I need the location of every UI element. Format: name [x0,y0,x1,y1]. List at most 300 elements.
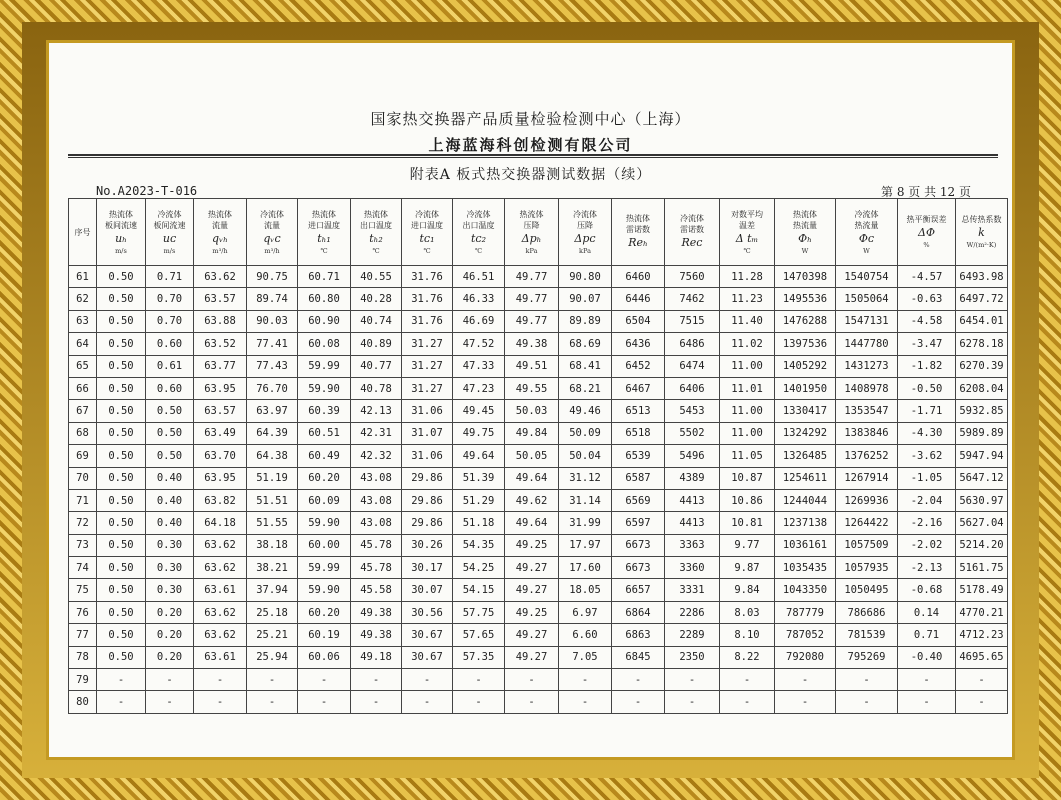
table-cell: 0.50 [97,579,146,601]
table-cell: 2289 [665,624,720,646]
column-header-l2: 压降 [523,220,540,230]
table-cell: 31.07 [402,422,453,444]
table-cell: - [402,691,453,713]
column-header-l1: 冷流体 [680,214,704,223]
table-cell: 49.27 [505,579,559,601]
table-cell: - [247,691,298,713]
table-cell: 49.27 [505,646,559,668]
table-row [69,691,1008,713]
table-cell: - [298,691,351,713]
table-cell: - [351,669,402,691]
table-cell: -2.13 [898,557,956,579]
column-header-unit: % [923,241,930,249]
column-header [146,199,194,266]
table-cell: 4389 [665,467,720,489]
table-cell: 5178.49 [956,579,1008,601]
table-cell: 6467 [612,377,665,399]
table-cell: -2.16 [898,512,956,534]
table-cell: 31.06 [402,400,453,422]
column-header-unit: W [863,246,870,255]
column-header-unit: m/s [115,246,127,255]
table-cell: 1383846 [836,422,898,444]
table-cell: -4.58 [898,310,956,332]
table-cell: 90.80 [559,266,612,288]
table-cell: 59.99 [298,557,351,579]
column-header-unit: ℃ [474,246,483,255]
column-header-sym: Δpᴄ [574,231,596,245]
table-cell: - [720,669,775,691]
column-header-sym: k [978,226,985,239]
table-cell: -1.71 [898,400,956,422]
table-cell: 1405292 [775,355,836,377]
table-cell: 68.21 [559,377,612,399]
column-header-unit: ℃ [423,246,431,255]
column-header-l2: 流量 [212,220,228,230]
table-cell: 25.21 [247,624,298,646]
table-cell: 57.35 [453,646,505,668]
table-cell: 51.55 [247,512,298,534]
table-cell: - [453,691,505,713]
table-cell: 68.41 [559,355,612,377]
table-cell: 49.75 [453,422,505,444]
table-cell: 1447780 [836,333,898,355]
table-row [69,557,1008,579]
table-cell: 7515 [665,310,720,332]
table-cell: 6518 [612,422,665,444]
table-cell: 49.18 [351,646,402,668]
column-header [505,199,559,266]
table-cell: 38.21 [247,557,298,579]
table-cell: 0.50 [97,512,146,534]
table-cell: 50.04 [559,445,612,467]
table-cell: 47.33 [453,355,505,377]
table-cell: 1408978 [836,377,898,399]
table-cell: - [775,691,836,713]
column-header-l2: 进口温度 [411,220,443,230]
table-cell: -3.62 [898,445,956,467]
row-number-cell: 75 [69,579,97,601]
table-cell: - [298,669,351,691]
table-cell: - [402,669,453,691]
table-cell: 31.06 [402,445,453,467]
column-header [898,199,956,266]
table-cell: 0.50 [146,422,194,444]
table-row [69,669,1008,691]
certificate-page [46,40,1015,760]
table-cell: 1547131 [836,310,898,332]
row-number-cell: 72 [69,512,97,534]
table-cell: -0.40 [898,646,956,668]
table-cell: 49.27 [505,624,559,646]
table-cell: 11.05 [720,445,775,467]
table-cell: 0.50 [97,534,146,556]
table-cell: - [146,669,194,691]
table-cell: 6864 [612,601,665,623]
column-header-l2: 板间流速 [105,220,137,230]
row-number-cell: 73 [69,534,97,556]
column-header [720,199,775,266]
table-cell: 1505064 [836,288,898,310]
table-cell: 40.77 [351,355,402,377]
row-number-cell: 64 [69,333,97,355]
table-cell: 786686 [836,601,898,623]
table-cell: 49.38 [505,333,559,355]
table-cell: 31.76 [402,288,453,310]
table-cell: -3.47 [898,333,956,355]
table-cell: 29.86 [402,467,453,489]
table-cell: 40.89 [351,333,402,355]
table-cell: 4413 [665,489,720,511]
table-cell: 0.40 [146,467,194,489]
row-number-cell: 77 [69,624,97,646]
table-row [69,333,1008,355]
table-cell: 6569 [612,489,665,511]
table-cell: 1264422 [836,512,898,534]
table-cell: 11.02 [720,333,775,355]
table-cell: 1036161 [775,534,836,556]
table-cell: 45.78 [351,557,402,579]
column-header-unit: kPa [579,246,591,255]
row-number-cell: 67 [69,400,97,422]
column-header-l2: 进口温度 [308,220,340,230]
table-cell: 43.08 [351,467,402,489]
table-cell: 2286 [665,601,720,623]
table-cell: 63.52 [194,333,247,355]
table-cell: 5989.89 [956,422,1008,444]
table-cell: 6497.72 [956,288,1008,310]
table-cell: 42.31 [351,422,402,444]
row-number-cell: 74 [69,557,97,579]
column-header-sym: tᴄ₂ [471,231,486,245]
table-cell: 49.45 [453,400,505,422]
column-header-l1: 热流体 [109,209,133,219]
table-cell: 25.18 [247,601,298,623]
table-cell: 5627.04 [956,512,1008,534]
row-number-cell: 71 [69,489,97,511]
column-header-l2: 板间流速 [153,220,186,230]
table-cell: 46.33 [453,288,505,310]
table-cell: 31.99 [559,512,612,534]
table-cell: - [836,691,898,713]
table-cell: 0.71 [146,266,194,288]
table-row [69,355,1008,377]
table-cell: -0.68 [898,579,956,601]
table-cell: 5947.94 [956,445,1008,467]
table-row [69,579,1008,601]
organization-name: 国家热交换器产品质量检验检测中心（上海） [370,110,691,128]
column-header-unit: ℃ [320,246,328,255]
table-cell: 25.94 [247,646,298,668]
table-cell: 50.03 [505,400,559,422]
table-cell: 6.60 [559,624,612,646]
table-cell: 30.17 [402,557,453,579]
column-header [956,199,1008,266]
table-cell: 1540754 [836,266,898,288]
table-cell: 4695.65 [956,646,1008,668]
row-number-cell: 76 [69,601,97,623]
table-cell: 30.26 [402,534,453,556]
table-cell: 1401950 [775,377,836,399]
table-cell: -0.63 [898,288,956,310]
table-cell: 0.50 [146,400,194,422]
table-header-row [69,199,1008,266]
table-cell: 63.62 [194,624,247,646]
table-cell: 51.18 [453,512,505,534]
table-row [69,422,1008,444]
table-cell: 1353547 [836,400,898,422]
table-cell: 63.70 [194,445,247,467]
column-header [612,199,665,266]
table-cell: 10.81 [720,512,775,534]
table-cell: 60.08 [298,333,351,355]
table-cell: 89.74 [247,288,298,310]
table-cell: - [453,669,505,691]
column-header-sym: qᵥᴄ [263,231,281,245]
table-cell: 4712.23 [956,624,1008,646]
table-cell: 6454.01 [956,310,1008,332]
table-cell: -4.30 [898,422,956,444]
table-cell: 6452 [612,355,665,377]
table-cell: 29.86 [402,489,453,511]
table-row [69,534,1008,556]
column-header-l2: 温差 [739,220,755,230]
table-cell: 1470398 [775,266,836,288]
column-header-l2: 压降 [577,220,593,230]
table-cell: 3363 [665,534,720,556]
table-cell: 49.77 [505,310,559,332]
table-cell: 50.09 [559,422,612,444]
column-header-l2: 雷诺数 [626,225,650,234]
table-cell: 0.30 [146,557,194,579]
table-cell: -0.50 [898,377,956,399]
table-cell: 63.95 [194,467,247,489]
table-cell: 5647.12 [956,467,1008,489]
column-header-sym: tₕ₂ [369,231,383,245]
table-row [69,646,1008,668]
table-cell: 5502 [665,422,720,444]
table-cell: 63.61 [194,646,247,668]
table-cell: 0.20 [146,601,194,623]
table-cell: 63.62 [194,557,247,579]
table-cell: 10.87 [720,467,775,489]
table-cell: 0.61 [146,355,194,377]
table-cell: 59.90 [298,579,351,601]
row-number-cell: 80 [69,691,97,713]
column-header-l2: 出口温度 [462,220,495,230]
table-cell: -1.82 [898,355,956,377]
column-header-l1: 热流体 [626,214,650,223]
table-cell: 6.97 [559,601,612,623]
table-cell: 57.65 [453,624,505,646]
table-cell: 0.60 [146,377,194,399]
table-cell: 0.50 [146,445,194,467]
table-cell: 6863 [612,624,665,646]
table-cell: 63.88 [194,310,247,332]
column-header-l1: 冷流体 [415,209,439,219]
table-cell: 31.12 [559,467,612,489]
table-cell: 38.18 [247,534,298,556]
table-cell: 0.20 [146,646,194,668]
row-number-cell: 79 [69,669,97,691]
table-cell: 1326485 [775,445,836,467]
table-cell: 57.75 [453,601,505,623]
table-cell: 0.20 [146,624,194,646]
table-cell: 1267914 [836,467,898,489]
table-cell: 787779 [775,601,836,623]
table-cell: 30.67 [402,624,453,646]
table-cell: 8.22 [720,646,775,668]
table-cell: 49.46 [559,400,612,422]
table-cell: 30.56 [402,601,453,623]
table-cell: 31.76 [402,310,453,332]
table-row [69,512,1008,534]
table-cell: - [505,691,559,713]
table-cell: 0.30 [146,534,194,556]
table-cell: -2.04 [898,489,956,511]
table-cell: 49.64 [505,467,559,489]
table-cell: 11.28 [720,266,775,288]
table-cell: 0.50 [97,557,146,579]
test-data-table [68,198,1008,714]
table-cell: 1057935 [836,557,898,579]
table-cell: 49.77 [505,266,559,288]
table-cell: 11.40 [720,310,775,332]
table-cell: 68.69 [559,333,612,355]
table-cell: 51.39 [453,467,505,489]
column-header [836,199,898,266]
table-cell: -2.02 [898,534,956,556]
table-cell: 5496 [665,445,720,467]
column-header-sym: ΔΦ [918,226,935,239]
table-cell: 1035435 [775,557,836,579]
table-cell: 0.71 [898,624,956,646]
table-row [69,400,1008,422]
column-header-l1: 冷流体 [157,209,182,219]
table-cell: 49.38 [351,624,402,646]
table-cell: 77.43 [247,355,298,377]
column-header-sym: Δ tₘ [735,231,759,245]
table-cell: 63.77 [194,355,247,377]
table-cell: 90.75 [247,266,298,288]
table-cell: 0.50 [97,355,146,377]
column-header-l1: 序号 [74,227,91,237]
column-header-l1: 冷流体 [260,209,284,219]
table-cell: 5630.97 [956,489,1008,511]
table-cell: 49.51 [505,355,559,377]
table-cell: 64.38 [247,445,298,467]
table-cell: 59.90 [298,512,351,534]
table-cell: 1269936 [836,489,898,511]
table-cell: 60.06 [298,646,351,668]
table-cell: 795269 [836,646,898,668]
table-cell: 11.01 [720,377,775,399]
column-header-unit: m/s [163,246,176,255]
table-cell: 1495536 [775,288,836,310]
table-cell: 46.69 [453,310,505,332]
table-row [69,377,1008,399]
table-cell: 31.27 [402,333,453,355]
column-header-sym: Φₕ [798,231,812,245]
table-cell: 29.86 [402,512,453,534]
table-cell: 9.84 [720,579,775,601]
table-cell: - [612,691,665,713]
table-cell: 54.15 [453,579,505,601]
table-cell: 781539 [836,624,898,646]
table-cell: 42.13 [351,400,402,422]
column-header-unit: kPa [525,246,538,255]
table-cell: 59.99 [298,355,351,377]
table-cell: 40.55 [351,266,402,288]
column-header-l2: 出口温度 [360,220,392,230]
table-cell: 1330417 [775,400,836,422]
table-cell: 63.62 [194,601,247,623]
table-cell: 6513 [612,400,665,422]
row-number-cell: 61 [69,266,97,288]
table-cell: -1.05 [898,467,956,489]
page-info: 第 8 页 共 12 页 [881,185,971,199]
table-row [69,624,1008,646]
column-header-sym: Φᴄ [858,231,875,245]
table-cell: 6587 [612,467,665,489]
column-header [97,199,146,266]
table-cell: 63.49 [194,422,247,444]
table-cell: 792080 [775,646,836,668]
table-cell: 31.76 [402,266,453,288]
table-cell: 43.08 [351,512,402,534]
table-cell: - [351,691,402,713]
table-cell: - [247,669,298,691]
column-header-l1: 冷流体 [854,209,879,219]
table-cell: 60.20 [298,601,351,623]
table-cell: - [559,691,612,713]
table-cell: 6597 [612,512,665,534]
column-header [775,199,836,266]
table-cell: - [194,691,247,713]
table-cell: 37.94 [247,579,298,601]
table-cell: 0.60 [146,333,194,355]
table-cell: 0.50 [97,333,146,355]
table-cell: 63.97 [247,400,298,422]
table-cell: 54.35 [453,534,505,556]
table-cell: 0.50 [97,624,146,646]
table-cell: 11.00 [720,422,775,444]
table-cell: 40.78 [351,377,402,399]
table-cell: 49.84 [505,422,559,444]
table-cell: 0.40 [146,489,194,511]
table-row [69,266,1008,288]
column-header-l1: 热平衡误差 [906,215,947,224]
table-cell: 49.55 [505,377,559,399]
table-cell: 63.62 [194,266,247,288]
table-cell: 31.27 [402,355,453,377]
table-cell: - [665,669,720,691]
table-cell: 9.77 [720,534,775,556]
column-header-unit: W/(m²·K) [966,241,997,249]
table-cell: 63.62 [194,534,247,556]
column-header-sym: qᵥₕ [212,231,228,245]
table-cell: - [898,691,956,713]
table-cell: 6474 [665,355,720,377]
table-cell: 50.05 [505,445,559,467]
table-cell: - [559,669,612,691]
table-cell: 64.18 [194,512,247,534]
table-cell: 60.20 [298,467,351,489]
table-cell: 40.28 [351,288,402,310]
column-header-sym: uᴄ [162,231,177,245]
table-cell: 5453 [665,400,720,422]
table-cell: 7462 [665,288,720,310]
table-cell: 49.64 [505,512,559,534]
